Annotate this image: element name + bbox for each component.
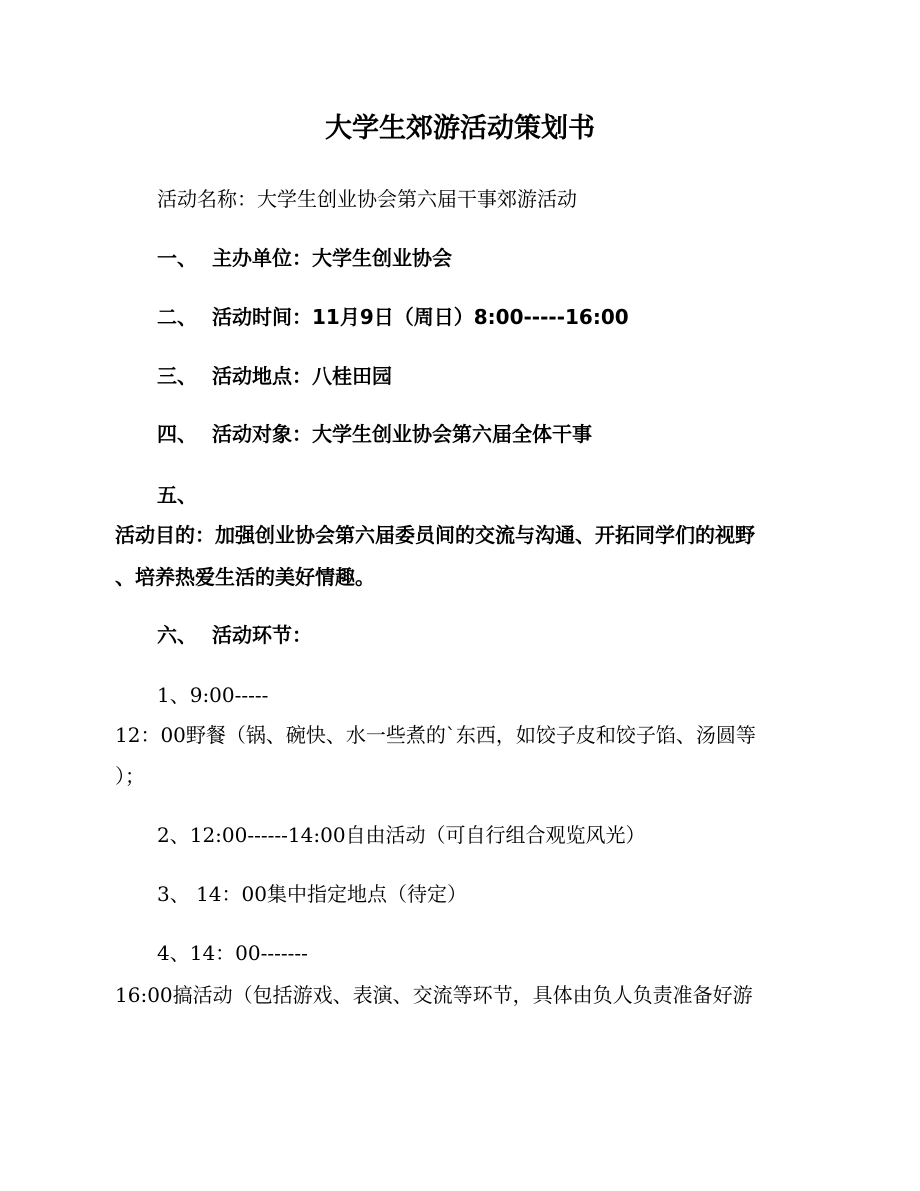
section-number: 一、 [157,246,197,270]
section-number: 六、 [157,623,197,647]
section-4 [157,422,592,446]
section-number: 四、 [157,422,197,446]
activity-name: 活动名称：大学生创业协会第六届干事郊游活动 [157,187,577,211]
step-1-line-2: 12：00野餐（锅、碗快、水一些煮的`东西，如饺子皮和饺子馅、汤圆等 [115,723,756,747]
section-text: 活动对象：大学生创业协会第六届全体干事 [212,422,592,446]
step-3: 3、 14：00集中指定地点（待定） [157,882,467,906]
step-4-line-2: 16:00搞活动（包括游戏、表演、交流等环节，具体由负人负责准备好游 [115,983,753,1007]
step-1-line-1: 1、9:00----- [157,683,269,707]
section-3 [157,364,392,388]
purpose-line-1: 活动目的：加强创业协会第六届委员间的交流与沟通、开拓同学们的视野 [115,523,755,547]
section-1 [157,246,452,270]
section-5 [157,483,212,507]
purpose-line-2: 、培养热爱生活的美好情趣。 [115,565,375,589]
section-number: 二、 [157,305,197,329]
step-2: 2、12:00------14:00自由活动（可自行组合观览风光） [157,823,646,847]
section-6 [157,623,312,647]
section-2 [157,305,629,329]
section-text: 活动地点：八桂田园 [212,364,392,388]
section-number: 五、 [157,483,197,507]
section-text: 活动环节： [212,623,312,647]
document-title: 大学生郊游活动策划书 [325,113,595,144]
step-4-line-1: 4、14：00------- [157,941,308,965]
step-1-line-3: ）； [115,764,145,788]
section-text: 活动时间：11月9日（周日）8:00-----16:00 [212,305,629,329]
section-text: 主办单位：大学生创业协会 [212,246,452,270]
section-number: 三、 [157,364,197,388]
